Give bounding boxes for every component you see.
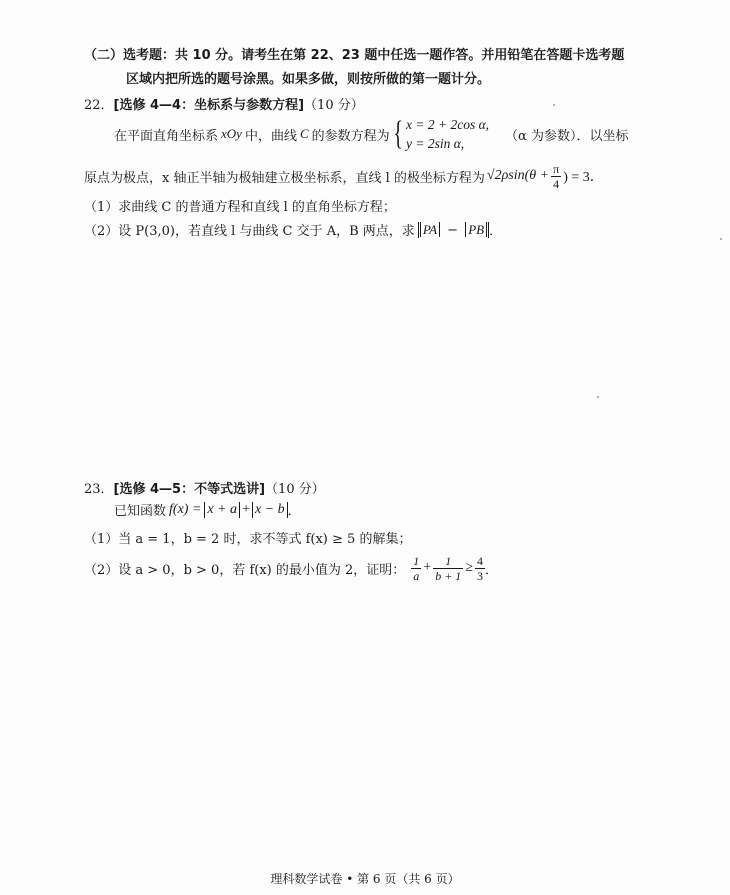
page-footer: 理科数学试卷 • 第 6 页（共 6 页） (270, 872, 460, 886)
q22-part2-pa: PA (420, 222, 440, 237)
q22-stem-xoy: xOy (221, 126, 242, 141)
q23-stem-abs1: x + a (204, 502, 240, 518)
q22-stem-mid2: 的参数方程为 (311, 128, 390, 144)
q22-part2-abs (418, 222, 489, 238)
q23-frac2 (433, 554, 463, 583)
q23-part2-end: ． (485, 562, 499, 578)
scan-speck (597, 396, 599, 398)
q23-part2-text: （2）设 a > 0，b > 0，若 f(x) 的最小值为 2，证明： (84, 562, 406, 578)
q22-part2-end: ． (489, 224, 503, 239)
q22-stem (114, 112, 628, 156)
q22-score: （10 分） (304, 98, 364, 113)
q22-header (84, 94, 364, 113)
scan-speck (720, 238, 722, 240)
q23-frac3-den: 3 (477, 568, 483, 583)
q22-polar-num: π (553, 161, 560, 176)
q23-score: （10 分） (265, 482, 325, 497)
q23-stem-prefix: 已知函数 (114, 504, 167, 519)
q22-param-note: （α 为参数）．以坐标 (505, 128, 629, 144)
q22-stem-mid: 中，曲线 (244, 128, 297, 144)
q22-param-x: x = 2 + 2cos α, (405, 117, 490, 132)
q23-stem (114, 500, 301, 519)
q22-polar-den: 4 (553, 176, 560, 191)
q23-frac1-den: a (413, 568, 420, 583)
q23-plus: + (423, 560, 432, 575)
q23-stem-abs2: x − b (252, 502, 288, 518)
q23-header (84, 478, 325, 497)
section-title-line2: 区域内把所选的题号涂黑。如果多做，则按所做的第一题计分。 (126, 72, 491, 87)
q22-stem-c: C (299, 126, 309, 141)
q22-stem-prefix: 在平面直角坐标系 (114, 128, 219, 144)
q22-line2 (84, 160, 604, 192)
q23-frac2-den: b + 1 (435, 568, 462, 583)
q22-parametric-system (406, 115, 489, 153)
q22-part2-minus: − (447, 222, 459, 238)
q23-topic: [选修 4—5：不等式选讲] (113, 482, 266, 497)
q23-part1: （1）当 a = 1，b = 2 时，求不等式 f(x) ≥ 5 的解集； (84, 532, 412, 547)
left-brace-icon: { (392, 115, 403, 152)
q23-stem-end: ． (287, 504, 301, 519)
q22-line2-text: 原点为极点，x 轴正半轴为极轴建立极坐标系，直线 l 的极坐标方程为 (84, 170, 485, 186)
q22-part2-text: （2）设 P(3,0)，若直线 l 与曲线 C 交于 A，B 两点，求 (84, 224, 415, 239)
q22-part1: （1）求曲线 C 的普通方程和直线 l 的直角坐标方程； (84, 200, 396, 215)
q23-frac3-num: 4 (477, 553, 483, 568)
q23-frac2-num: 1 (433, 554, 463, 569)
q22-polar-right: ) = 3． (563, 170, 604, 185)
scan-speck (553, 104, 555, 106)
q22-topic: [选修 4—4：坐标系与参数方程] (113, 98, 305, 113)
q23-number: 23． (84, 482, 114, 497)
q23-frac1 (411, 554, 421, 583)
q23-stem-plus: + (242, 501, 250, 517)
q22-part2 (84, 220, 502, 239)
q22-polar-left: √2ρsin(θ + (486, 168, 550, 183)
q23-ge: ≥ (465, 560, 473, 575)
q23-frac1-num: 1 (413, 553, 420, 568)
q22-param-y: y = 2sin α, (405, 136, 465, 151)
q22-polar-fraction (551, 162, 561, 191)
q23-stem-fx: f(x) = (169, 501, 202, 517)
q23-frac3 (475, 554, 485, 583)
q23-part2 (84, 550, 498, 586)
q22-number: 22． (84, 98, 114, 113)
q22-part2-pb: PB (465, 222, 487, 237)
section-title-line1: （二）选考题：共 10 分。请考生在第 22、23 题中任选一题作答。并用铅笔在答题卡选考题 (84, 48, 625, 63)
